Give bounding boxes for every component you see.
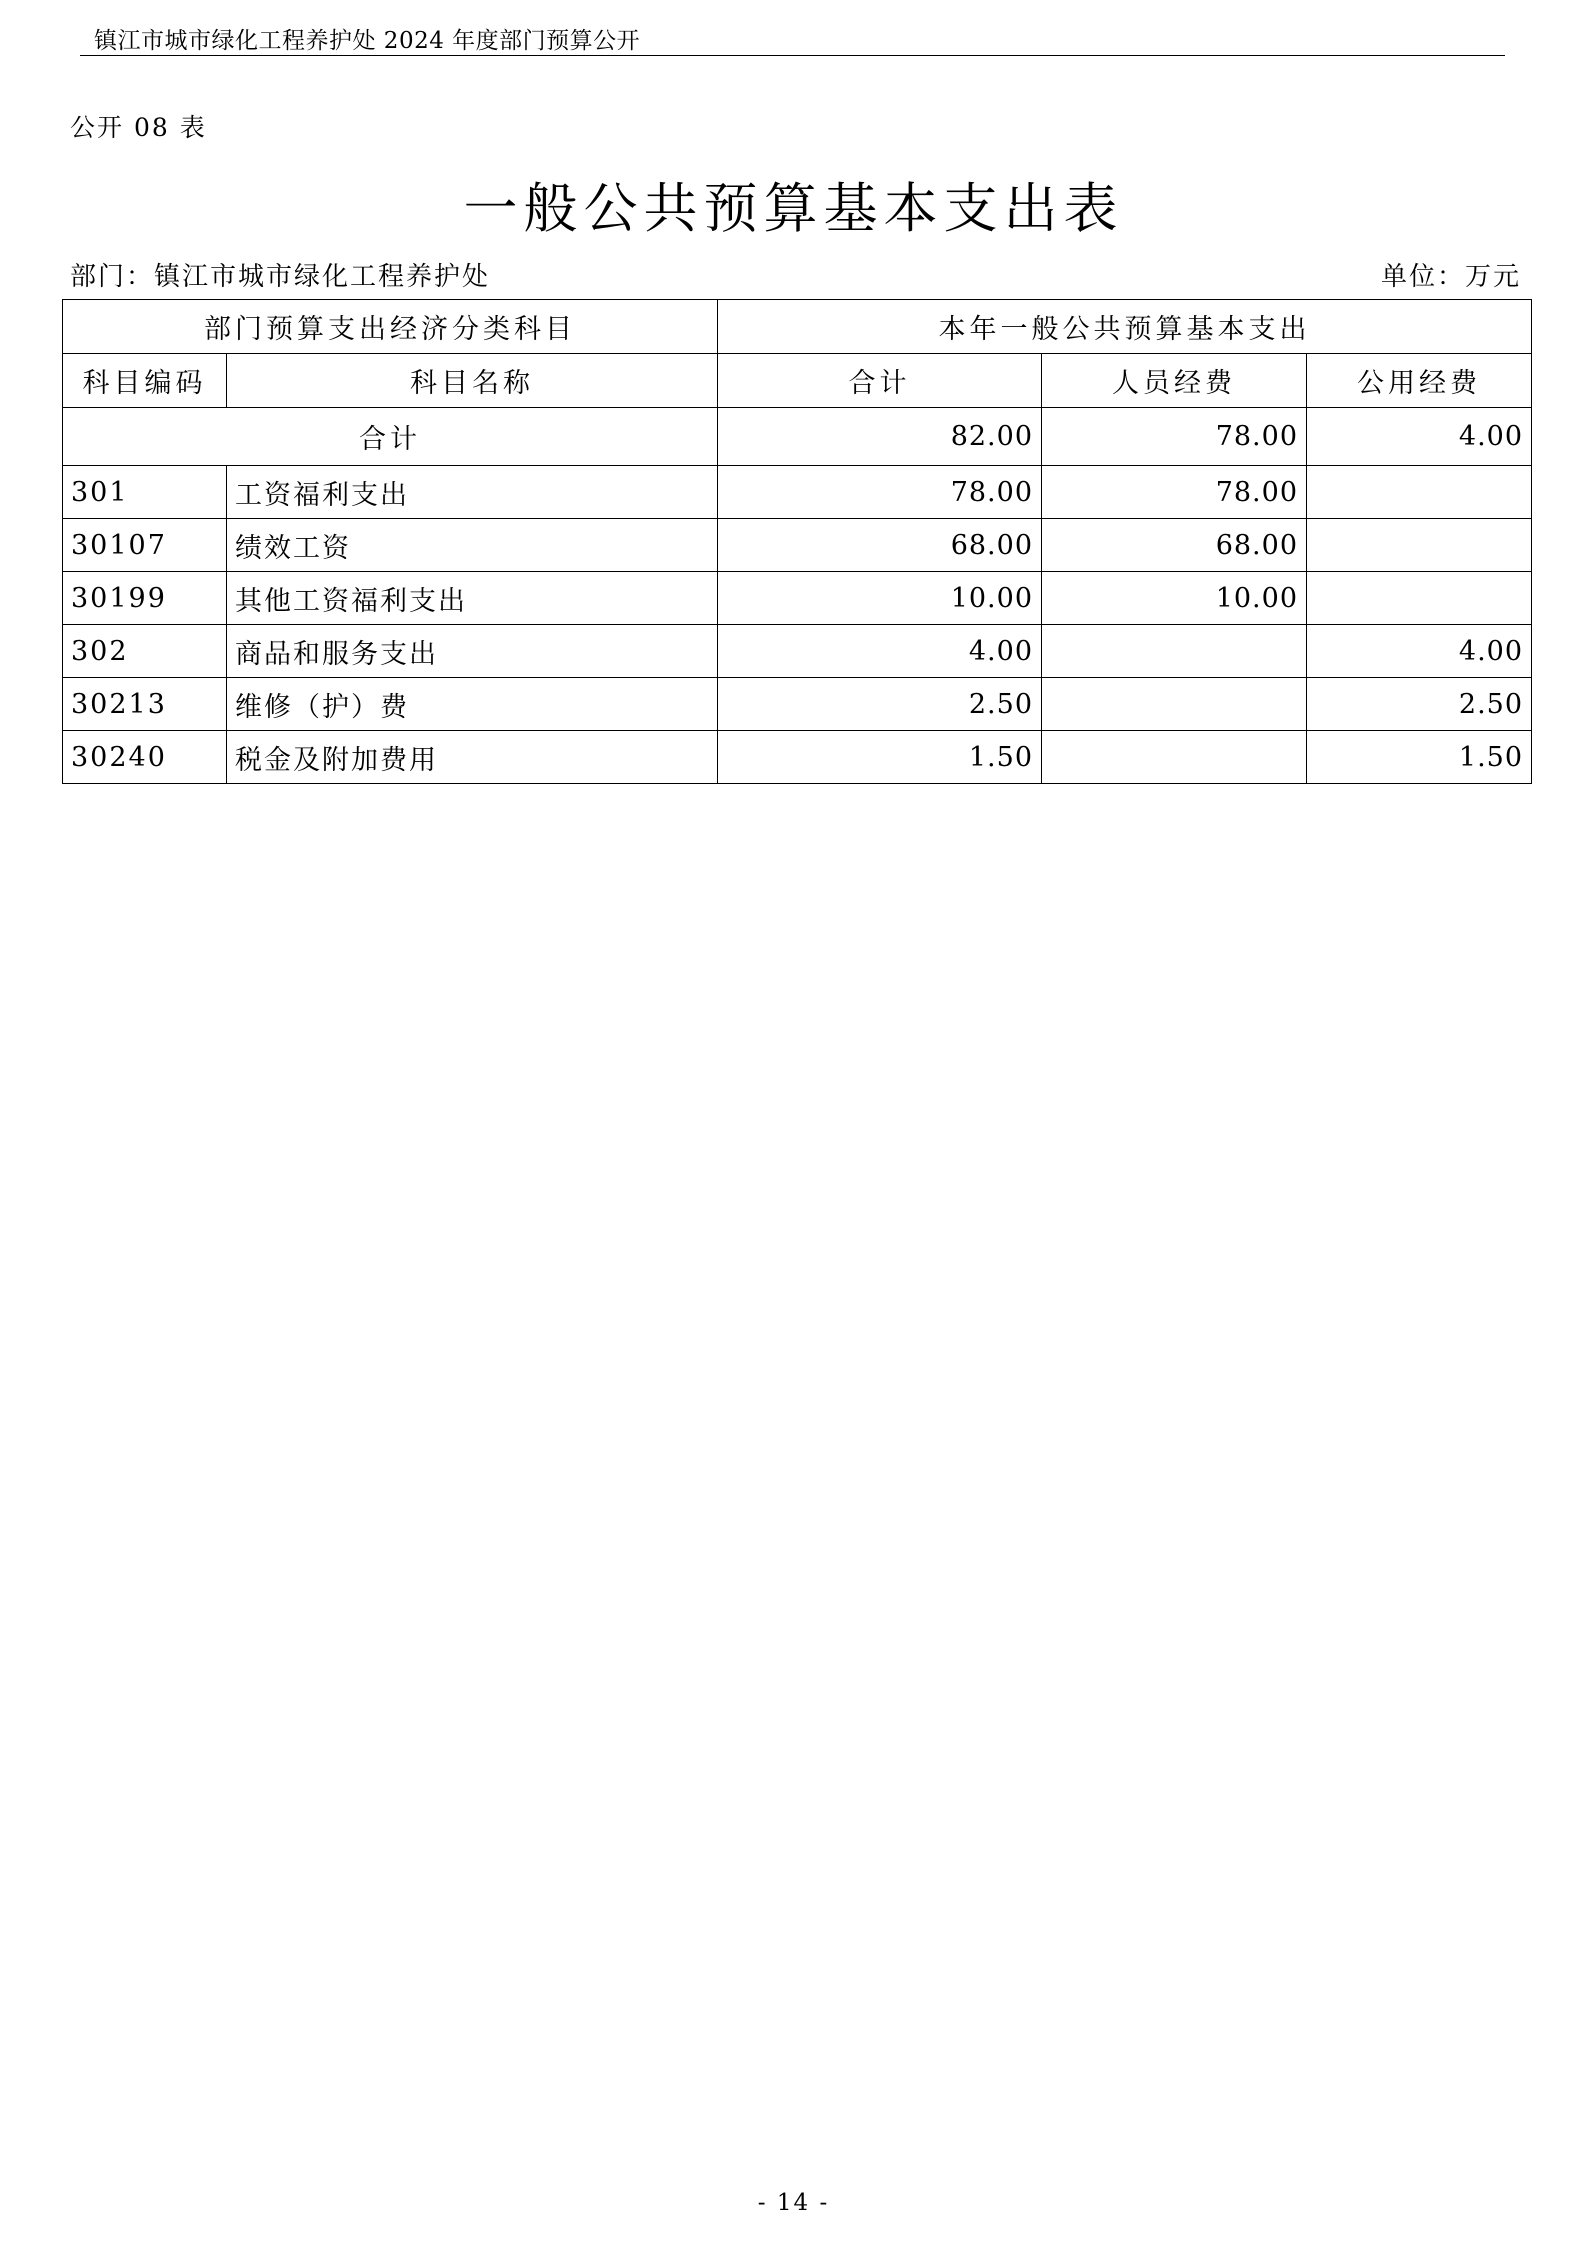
summary-public: 4.00	[1307, 408, 1532, 466]
column-header-personnel: 人员经费	[1042, 354, 1307, 408]
table-group-header-row	[63, 300, 1532, 354]
column-header-total: 合计	[718, 354, 1042, 408]
page-title: 一般公共预算基本支出表	[463, 177, 1124, 240]
row-name: 工资福利支出	[227, 466, 718, 519]
row-total: 2.50	[718, 678, 1042, 731]
row-personnel: 78.00	[1042, 466, 1307, 519]
row-name: 维修（护）费	[227, 678, 718, 731]
row-total: 68.00	[718, 519, 1042, 572]
row-code: 30213	[63, 678, 227, 731]
row-personnel	[1042, 731, 1307, 784]
page-number: - 14 -	[757, 2190, 830, 2216]
running-header: 镇江市城市绿化工程养护处 2024 年度部门预算公开	[94, 28, 641, 54]
summary-personnel: 78.00	[1042, 408, 1307, 466]
row-code: 30240	[63, 731, 227, 784]
row-code: 301	[63, 466, 227, 519]
row-total: 10.00	[718, 572, 1042, 625]
row-personnel	[1042, 678, 1307, 731]
row-name: 绩效工资	[227, 519, 718, 572]
department-label: 部门：镇江市城市绿化工程养护处	[70, 262, 491, 292]
table-number: 公开 08 表	[70, 113, 207, 142]
row-personnel: 68.00	[1042, 519, 1307, 572]
row-public: 2.50	[1307, 678, 1532, 731]
table-row	[63, 678, 1532, 731]
row-personnel: 10.00	[1042, 572, 1307, 625]
row-public: 4.00	[1307, 625, 1532, 678]
summary-total: 82.00	[718, 408, 1042, 466]
row-code: 30107	[63, 519, 227, 572]
row-name: 商品和服务支出	[227, 625, 718, 678]
row-name: 其他工资福利支出	[227, 572, 718, 625]
table-column-header-row	[63, 354, 1532, 408]
table-row	[63, 519, 1532, 572]
table-row	[63, 466, 1532, 519]
column-header-code: 科目编码	[63, 354, 227, 408]
row-public	[1307, 572, 1532, 625]
column-header-name: 科目名称	[227, 354, 718, 408]
row-total: 78.00	[718, 466, 1042, 519]
table-summary-row	[63, 408, 1532, 466]
row-public	[1307, 466, 1532, 519]
row-total: 4.00	[718, 625, 1042, 678]
header-divider	[80, 55, 1505, 56]
group-header-classification: 部门预算支出经济分类科目	[63, 300, 718, 354]
column-header-public: 公用经费	[1307, 354, 1532, 408]
group-header-current-year: 本年一般公共预算基本支出	[718, 300, 1532, 354]
table-row	[63, 572, 1532, 625]
row-public: 1.50	[1307, 731, 1532, 784]
row-code: 302	[63, 625, 227, 678]
row-code: 30199	[63, 572, 227, 625]
unit-label: 单位：万元	[1380, 262, 1521, 292]
table-row	[63, 731, 1532, 784]
budget-table	[62, 299, 1532, 784]
row-public	[1307, 519, 1532, 572]
row-personnel	[1042, 625, 1307, 678]
table-row	[63, 625, 1532, 678]
row-name: 税金及附加费用	[227, 731, 718, 784]
row-total: 1.50	[718, 731, 1042, 784]
summary-label: 合计	[63, 408, 718, 466]
